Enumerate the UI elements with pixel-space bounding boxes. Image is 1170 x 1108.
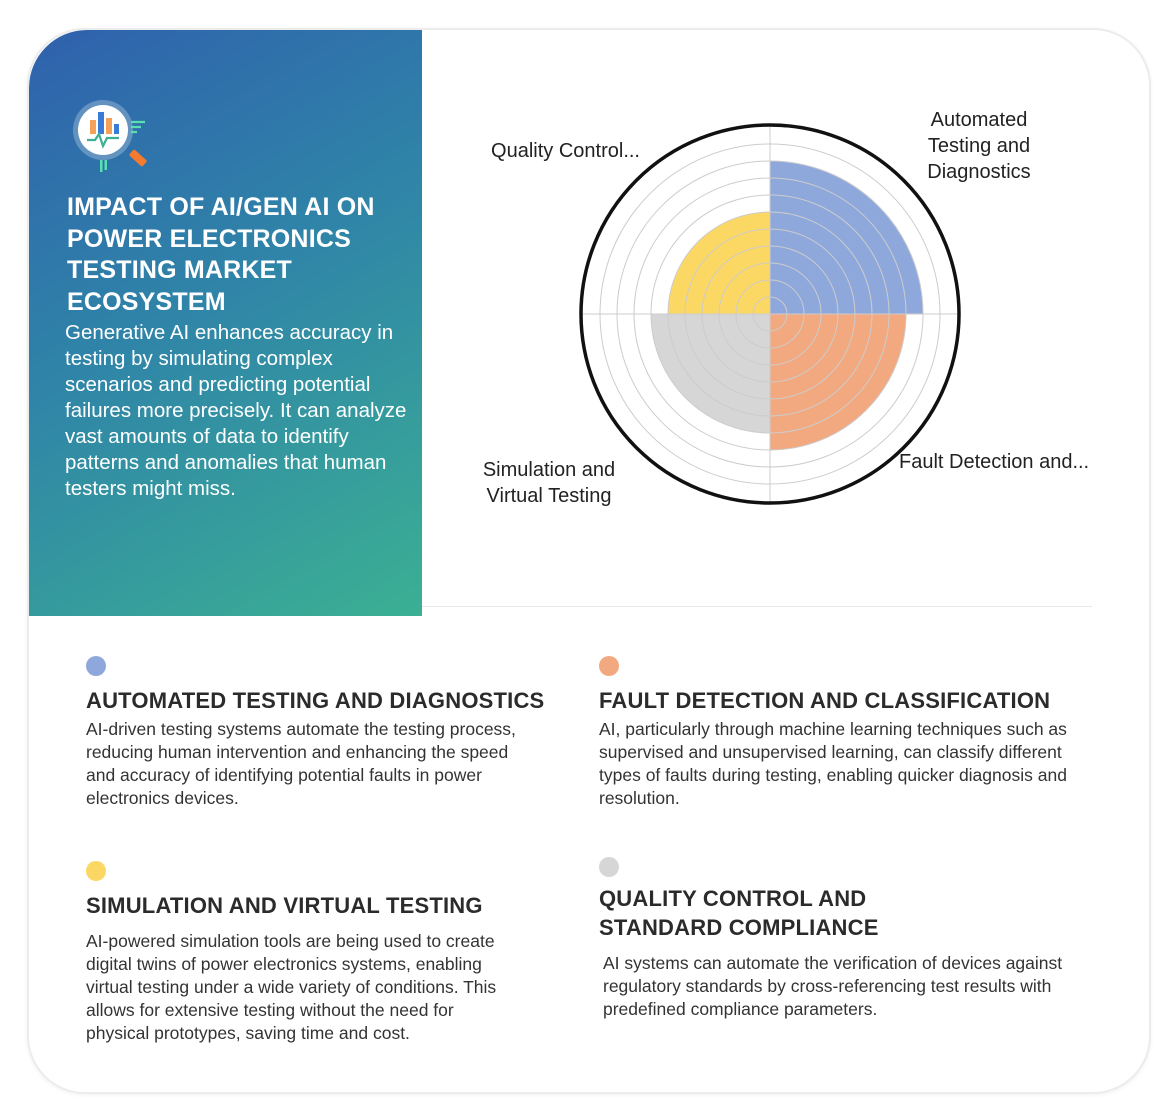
polar-area-chart [422,30,1149,610]
infographic-card [27,28,1151,1094]
category-label: Fault Detection and... [899,451,1090,473]
slice-2 [651,314,770,433]
item-title: AUTOMATED TESTING AND DIAGNOSTICS [86,688,545,713]
slice-0 [770,161,923,314]
legend-dot-blue [86,656,106,676]
item-title: QUALITY CONTROL AND STANDARD COMPLIANCE [599,886,879,940]
item-text: AI systems can automate the verification of devices against regulatory standards by cross-referencing test results with predefined compliance parameters. [603,953,1063,1019]
slice-1 [770,314,906,450]
item-title: SIMULATION AND VIRTUAL TESTING [86,893,483,918]
hero-title: IMPACT OF AI/GEN AI ON POWER ELECTRONICS TESTING MARKET ECOSYSTEM [67,193,375,316]
item-text: AI, particularly through machine learning techniques such as supervised and unsupervised learning, can classify different types of faults during testing, enabling quicker diagnosis and resolution. [599,719,1067,808]
legend-dot-orange [599,656,619,676]
hero-panel [29,30,422,616]
item-quality-control [599,857,1079,1021]
category-label: Automated Testing and Diagnostics [927,109,1031,183]
legend-dot-gray [599,857,619,877]
item-fault-detection [599,656,1099,810]
hero-description: Generative AI enhances accuracy in testing by simulating complex scenarios and predicting potential failures more precisely. It can analyze vast amounts of data to identify patterns and anomalies that human testers might miss. [65,321,407,500]
item-simulation [86,861,566,1045]
category-label: Simulation and Virtual Testing [482,459,616,507]
category-label: Quality Control... [491,140,640,162]
chart-magnifier-icon [67,96,157,186]
item-title: FAULT DETECTION AND CLASSIFICATION [599,688,1051,713]
slice-3 [668,212,770,314]
item-automated-testing [86,656,566,810]
item-text: AI-driven testing systems automate the testing process, reducing human intervention and enhancing the speed and accuracy of identifying potential faults in power electronics devices. [86,719,516,808]
section-divider [422,606,1092,607]
legend-dot-yellow [86,861,106,881]
item-text: AI-powered simulation tools are being used to create digital twins of power electronics systems, enabling virtual testing under a wide variety of conditions. This allows for extensive testing without the need for physical prototypes, saving time and cost. [86,931,497,1043]
